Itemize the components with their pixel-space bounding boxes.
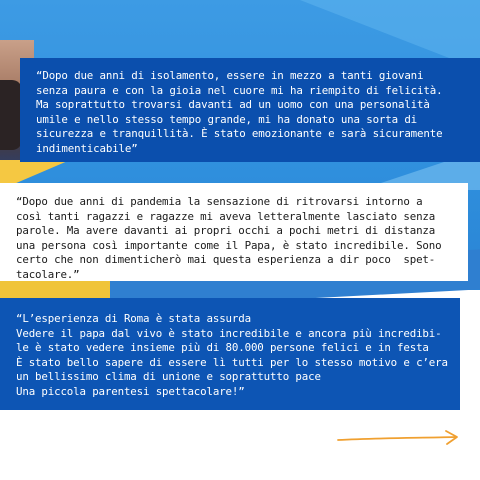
quote-line: un bellissimo clima di unione e soprattutto pace: [16, 370, 321, 384]
quote-line: “L’esperienza di Roma è stata assurda: [16, 312, 251, 325]
quote-line: così tanti ragazzi e ragazze mi aveva letteralmente lasciato senza: [16, 209, 436, 223]
quote-line: Una piccola parentesi spettacolare!”: [16, 384, 245, 398]
photo-hair: [0, 80, 22, 150]
quote-line: “Dopo due anni di isolamento, essere in mezzo a tanti giovani: [36, 69, 424, 82]
quote-line: Ma soprattutto trovarsi davanti ad un uomo con una personalità: [36, 98, 430, 112]
quote-line: una persona così importante come il Papa, è stato incredibile. Sono: [16, 238, 442, 252]
quote-box-1: [20, 58, 480, 162]
quote-line: Vedere il papa dal vivo è stato incredibile e ancora più incredibi-: [16, 326, 442, 340]
quote-line: senza paura e con la gioia nel cuore mi ha riempito di felicità.: [36, 83, 443, 97]
quote-line: tacolare.”: [16, 267, 80, 281]
quote-line: “Dopo due anni di pandemia la sensazione di ritrovarsi intorno a: [16, 195, 423, 208]
quote-line: certo che non dimenticherò mai questa esperienza a dir poco spet-: [16, 253, 436, 267]
quote-line: parole. Ma avere davanti ai propri occhi a pochi metri di distanza: [16, 224, 436, 238]
quote-line: sicurezza e tranquillità. È stato emozionante e sarà sicuramente: [36, 127, 443, 141]
quote-box-2: [0, 183, 468, 281]
quote-line: umile e nello stesso tempo grande, mi ha donato una sorta di: [36, 112, 418, 126]
quote-line: indimenticabile”: [36, 141, 138, 155]
quote-line: È stato bello sapere di essere lì tutti per lo stesso motivo e c’era: [16, 355, 448, 369]
quote-box-3: [0, 298, 460, 410]
right-arrow-icon[interactable]: [336, 428, 462, 448]
quote-line: le è stato vedere insieme più di 80.000 persone felici e in festa: [16, 341, 429, 355]
